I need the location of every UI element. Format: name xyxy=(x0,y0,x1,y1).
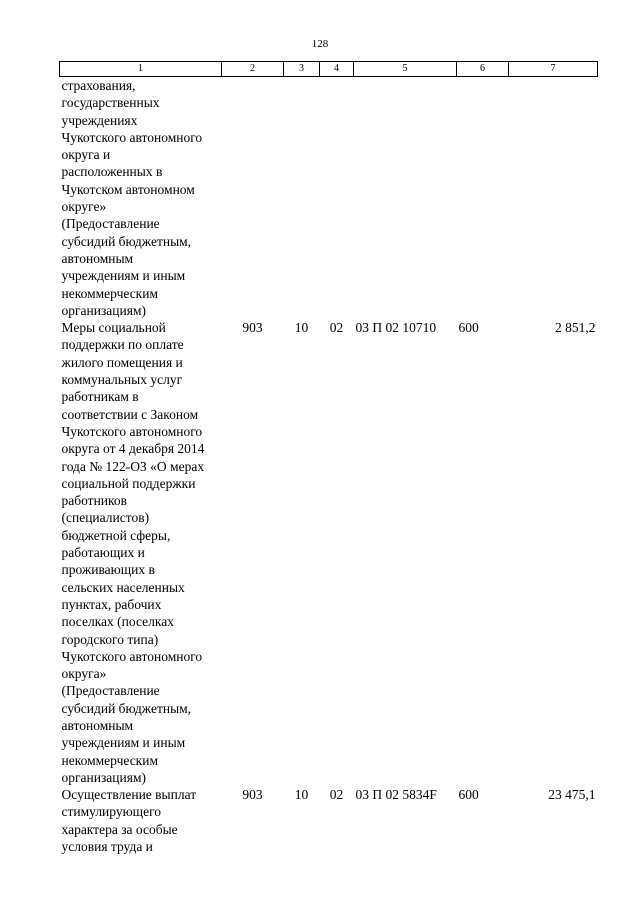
row-name-line: года № 122-ОЗ «О мерах xyxy=(61,458,205,474)
column-header-3: 3 xyxy=(284,62,320,77)
row-name-line: коммунальных услуг xyxy=(61,372,183,388)
row-name-line: страхования, xyxy=(61,78,136,93)
row-name-line: характера за особые xyxy=(61,821,178,837)
ministry-code-cell: 903 xyxy=(242,787,263,803)
row-name-line: учреждениях xyxy=(61,112,138,128)
row-name-line: стимулирующего xyxy=(61,804,162,820)
budget-table xyxy=(59,61,598,855)
row-name-line: округа» xyxy=(61,666,107,682)
row-name-line: работающих и xyxy=(61,545,145,561)
expense-type-cell xyxy=(457,77,509,320)
target-article-cell xyxy=(354,77,457,320)
target-article-cell: 03 П 02 5834F xyxy=(355,787,437,803)
table-row xyxy=(60,77,598,320)
row-name-line: округе» xyxy=(61,199,107,215)
expense-type-cell: 600 xyxy=(458,320,479,336)
row-name-line: автономным xyxy=(61,250,134,266)
row-name-line: округа и xyxy=(61,147,111,163)
table-body xyxy=(60,77,598,856)
row-name-line: субсидий бюджетным, xyxy=(61,233,192,249)
page-number: 128 xyxy=(311,38,329,50)
row-name-line: Чукотского автономного xyxy=(61,423,203,439)
column-header-4: 4 xyxy=(320,62,354,77)
row-name-line: субсидий бюджетным, xyxy=(61,700,192,716)
row-name-line: учреждениям и иным xyxy=(61,268,186,284)
row-name-line: бюджетной сферы, xyxy=(61,527,171,543)
column-header-1: 1 xyxy=(60,62,222,77)
row-name-line: государственных xyxy=(61,95,160,111)
row-name-line: жилого помещения и xyxy=(61,354,183,370)
ministry-code-cell xyxy=(222,77,284,320)
row-name-line: пунктах, рабочих xyxy=(61,596,162,612)
row-name-line: расположенных в xyxy=(61,164,163,180)
ministry-code-cell: 903 xyxy=(242,320,263,336)
row-name-line: соответствии с Законом xyxy=(61,406,199,422)
section-code-cell xyxy=(284,77,320,320)
row-name-line: организациям) xyxy=(61,302,147,318)
row-name-line: условия труда и xyxy=(61,839,153,855)
row-name-line: работников xyxy=(61,493,128,509)
row-name-line: социальной поддержки xyxy=(61,475,196,491)
header-row xyxy=(60,62,598,77)
section-code-cell: 10 xyxy=(294,787,309,803)
row-name-line: проживающих в xyxy=(61,562,155,578)
amount-cell: 2 851,2 xyxy=(555,320,596,336)
row-name-line: Чукотского автономного xyxy=(61,648,203,664)
row-name-line: поддержки по оплате xyxy=(61,337,184,353)
row-name-line: Чукотском автономном xyxy=(61,181,195,197)
expense-type-cell: 600 xyxy=(458,787,479,803)
row-name-line: (Предоставление xyxy=(61,683,160,699)
row-name-line: (Предоставление xyxy=(61,216,160,232)
column-header-7: 7 xyxy=(509,62,598,77)
row-name-line: (специалистов) xyxy=(61,510,150,526)
amount-cell xyxy=(509,77,598,320)
subsection-code-cell: 02 xyxy=(329,320,344,336)
column-header-2: 2 xyxy=(222,62,284,77)
row-name-line: округа от 4 декабря 2014 xyxy=(61,441,205,457)
column-header-5: 5 xyxy=(354,62,457,77)
row-name-line: Меры социальной xyxy=(61,320,166,336)
row-name-line: автономным xyxy=(61,717,134,733)
section-code-cell: 10 xyxy=(294,320,309,336)
row-name-line: Чукотского автономного xyxy=(61,129,203,145)
row-name-line: поселках (поселках xyxy=(61,614,174,630)
row-name-line: некоммерческим xyxy=(61,285,159,301)
table-row xyxy=(60,319,598,786)
table-row xyxy=(60,786,598,855)
subsection-code-cell: 02 xyxy=(329,787,344,803)
row-name-cell xyxy=(60,786,222,855)
subsection-code-cell xyxy=(320,77,354,320)
row-name-line: организациям) xyxy=(61,769,147,785)
row-name-cell xyxy=(60,77,222,320)
row-name-line: Осуществление выплат xyxy=(61,787,197,803)
row-name-line: сельских населенных xyxy=(61,579,185,595)
row-name-line: некоммерческим xyxy=(61,752,159,768)
column-header-6: 6 xyxy=(457,62,509,77)
row-name-line: городского типа) xyxy=(61,631,159,647)
row-name-line: учреждениям и иным xyxy=(61,735,186,751)
row-name-line: работникам в xyxy=(61,389,139,405)
row-name-cell xyxy=(60,319,222,786)
target-article-cell: 03 П 02 10710 xyxy=(355,320,437,336)
amount-cell: 23 475,1 xyxy=(548,787,596,803)
